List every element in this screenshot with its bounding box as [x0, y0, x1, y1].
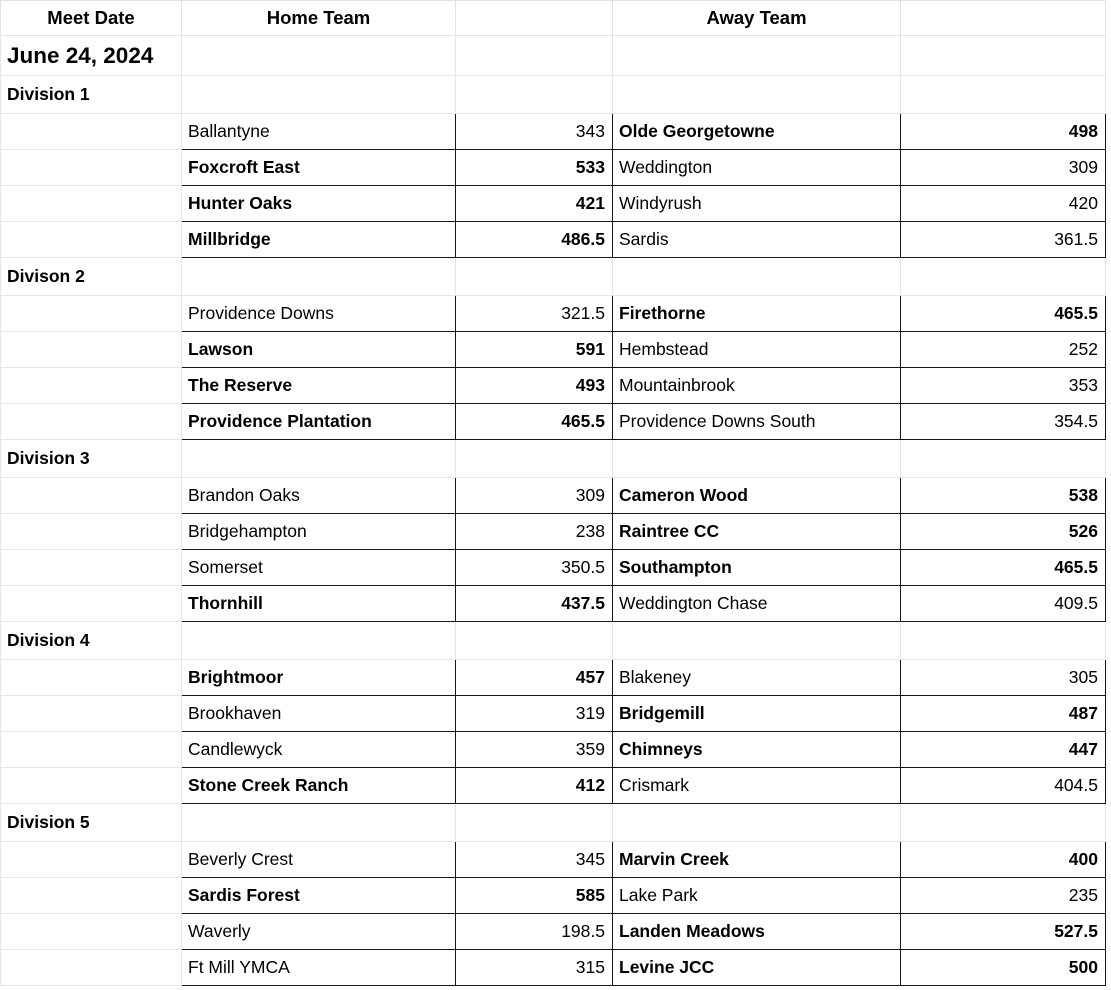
away-team-name: Weddington Chase: [613, 586, 901, 622]
home-team-name: Brandon Oaks: [182, 478, 456, 514]
home-team-score: 591: [456, 332, 613, 368]
match-row: [1, 332, 1106, 368]
home-team-name: The Reserve: [182, 368, 456, 404]
away-team-name: Raintree CC: [613, 514, 901, 550]
home-team-score: 321.5: [456, 296, 613, 332]
home-team-name: Sardis Forest: [182, 878, 456, 914]
meet-date-cell: [1, 222, 182, 258]
away-team-score: 353: [901, 368, 1106, 404]
meet-date-cell: [1, 732, 182, 768]
meet-date-cell: [1, 914, 182, 950]
meet-date-cell: [1, 660, 182, 696]
empty-cell: [456, 36, 613, 76]
away-team-name: Landen Meadows: [613, 914, 901, 950]
home-team-score: 315: [456, 950, 613, 986]
home-team-score: 465.5: [456, 404, 613, 440]
meet-date-cell: [1, 368, 182, 404]
away-team-score: 400: [901, 842, 1106, 878]
column-header-away-team: Away Team: [613, 1, 901, 36]
meet-date-row: [1, 36, 1106, 76]
away-team-score: 500: [901, 950, 1106, 986]
home-team-name: Brookhaven: [182, 696, 456, 732]
away-team-name: Chimneys: [613, 732, 901, 768]
division-label: Division 4: [1, 622, 182, 660]
meet-date-cell: [1, 878, 182, 914]
empty-cell: [456, 76, 613, 114]
away-team-name: Firethorne: [613, 296, 901, 332]
away-team-name: Providence Downs South: [613, 404, 901, 440]
empty-cell: [456, 440, 613, 478]
away-team-score: 465.5: [901, 550, 1106, 586]
away-team-name: Bridgemill: [613, 696, 901, 732]
home-team-name: Providence Plantation: [182, 404, 456, 440]
division-label: Divison 2: [1, 258, 182, 296]
away-team-score: 498: [901, 114, 1106, 150]
match-row: [1, 368, 1106, 404]
empty-cell: [182, 76, 456, 114]
away-team-score: 447: [901, 732, 1106, 768]
empty-cell: [901, 440, 1106, 478]
home-team-score: 412: [456, 768, 613, 804]
empty-cell: [182, 258, 456, 296]
home-team-score: 493: [456, 368, 613, 404]
away-team-name: Cameron Wood: [613, 478, 901, 514]
away-team-name: Lake Park: [613, 878, 901, 914]
away-team-score: 409.5: [901, 586, 1106, 622]
meet-date-cell: [1, 950, 182, 986]
away-team-name: Mountainbrook: [613, 368, 901, 404]
match-row: [1, 222, 1106, 258]
home-team-name: Millbridge: [182, 222, 456, 258]
column-header-home-score: [456, 1, 613, 36]
home-team-name: Stone Creek Ranch: [182, 768, 456, 804]
division-header-row: [1, 804, 1106, 842]
home-team-name: Brightmoor: [182, 660, 456, 696]
meet-date-cell: [1, 478, 182, 514]
column-header-meet-date: Meet Date: [1, 1, 182, 36]
away-team-score: 354.5: [901, 404, 1106, 440]
empty-cell: [182, 440, 456, 478]
empty-cell: [901, 76, 1106, 114]
away-team-score: 465.5: [901, 296, 1106, 332]
home-team-score: 421: [456, 186, 613, 222]
home-team-name: Ballantyne: [182, 114, 456, 150]
home-team-score: 457: [456, 660, 613, 696]
empty-cell: [182, 804, 456, 842]
home-team-score: 486.5: [456, 222, 613, 258]
home-team-score: 437.5: [456, 586, 613, 622]
home-team-score: 359: [456, 732, 613, 768]
match-row: [1, 296, 1106, 332]
empty-cell: [613, 440, 901, 478]
away-team-name: Levine JCC: [613, 950, 901, 986]
match-row: [1, 878, 1106, 914]
home-team-score: 345: [456, 842, 613, 878]
empty-cell: [456, 258, 613, 296]
match-row: [1, 586, 1106, 622]
match-row: [1, 478, 1106, 514]
away-team-score: 404.5: [901, 768, 1106, 804]
home-team-name: Thornhill: [182, 586, 456, 622]
table-header-row: [1, 1, 1106, 36]
home-team-score: 350.5: [456, 550, 613, 586]
empty-cell: [613, 36, 901, 76]
meet-date-cell: [1, 550, 182, 586]
empty-cell: [901, 258, 1106, 296]
division-label: Division 1: [1, 76, 182, 114]
away-team-score: 361.5: [901, 222, 1106, 258]
empty-cell: [613, 804, 901, 842]
division-label: Division 3: [1, 440, 182, 478]
match-row: [1, 114, 1106, 150]
division-header-row: [1, 258, 1106, 296]
empty-cell: [182, 36, 456, 76]
meet-date-cell: [1, 768, 182, 804]
match-row: [1, 660, 1106, 696]
home-team-score: 309: [456, 478, 613, 514]
home-team-name: Ft Mill YMCA: [182, 950, 456, 986]
meet-date-cell: [1, 514, 182, 550]
column-header-away-score: [901, 1, 1106, 36]
empty-cell: [613, 76, 901, 114]
home-team-name: Providence Downs: [182, 296, 456, 332]
away-team-name: Hembstead: [613, 332, 901, 368]
away-team-score: 527.5: [901, 914, 1106, 950]
meet-date-cell: [1, 842, 182, 878]
home-team-name: Hunter Oaks: [182, 186, 456, 222]
meet-date-cell: [1, 586, 182, 622]
empty-cell: [456, 804, 613, 842]
meet-date-cell: [1, 186, 182, 222]
away-team-name: Crismark: [613, 768, 901, 804]
home-team-score: 319: [456, 696, 613, 732]
home-team-name: Candlewyck: [182, 732, 456, 768]
meet-date-cell: [1, 696, 182, 732]
away-team-name: Weddington: [613, 150, 901, 186]
empty-cell: [456, 622, 613, 660]
empty-cell: [182, 622, 456, 660]
home-team-score: 533: [456, 150, 613, 186]
away-team-score: 309: [901, 150, 1106, 186]
empty-cell: [901, 622, 1106, 660]
home-team-score: 343: [456, 114, 613, 150]
meet-date-cell: [1, 404, 182, 440]
match-row: [1, 842, 1106, 878]
column-header-home-team: Home Team: [182, 1, 456, 36]
home-team-name: Beverly Crest: [182, 842, 456, 878]
meet-date-label: June 24, 2024: [1, 36, 182, 76]
division-label: Division 5: [1, 804, 182, 842]
home-team-name: Lawson: [182, 332, 456, 368]
home-team-name: Bridgehampton: [182, 514, 456, 550]
match-row: [1, 186, 1106, 222]
empty-cell: [901, 804, 1106, 842]
away-team-score: 252: [901, 332, 1106, 368]
away-team-score: 235: [901, 878, 1106, 914]
away-team-score: 526: [901, 514, 1106, 550]
home-team-score: 238: [456, 514, 613, 550]
home-team-name: Somerset: [182, 550, 456, 586]
away-team-name: Sardis: [613, 222, 901, 258]
match-row: [1, 768, 1106, 804]
away-team-name: Olde Georgetowne: [613, 114, 901, 150]
match-row: [1, 514, 1106, 550]
away-team-name: Southampton: [613, 550, 901, 586]
match-row: [1, 696, 1106, 732]
division-header-row: [1, 440, 1106, 478]
away-team-score: 487: [901, 696, 1106, 732]
away-team-score: 305: [901, 660, 1106, 696]
match-row: [1, 550, 1106, 586]
away-team-score: 420: [901, 186, 1106, 222]
match-row: [1, 914, 1106, 950]
home-team-score: 198.5: [456, 914, 613, 950]
match-row: [1, 150, 1106, 186]
away-team-score: 538: [901, 478, 1106, 514]
empty-cell: [613, 622, 901, 660]
away-team-name: Blakeney: [613, 660, 901, 696]
meet-date-cell: [1, 114, 182, 150]
division-header-row: [1, 622, 1106, 660]
home-team-name: Foxcroft East: [182, 150, 456, 186]
home-team-score: 585: [456, 878, 613, 914]
meet-date-cell: [1, 332, 182, 368]
home-team-name: Waverly: [182, 914, 456, 950]
empty-cell: [613, 258, 901, 296]
away-team-name: Marvin Creek: [613, 842, 901, 878]
meet-date-cell: [1, 296, 182, 332]
match-row: [1, 732, 1106, 768]
empty-cell: [901, 36, 1106, 76]
match-row: [1, 950, 1106, 986]
away-team-name: Windyrush: [613, 186, 901, 222]
meet-date-cell: [1, 150, 182, 186]
division-header-row: [1, 76, 1106, 114]
match-row: [1, 404, 1106, 440]
